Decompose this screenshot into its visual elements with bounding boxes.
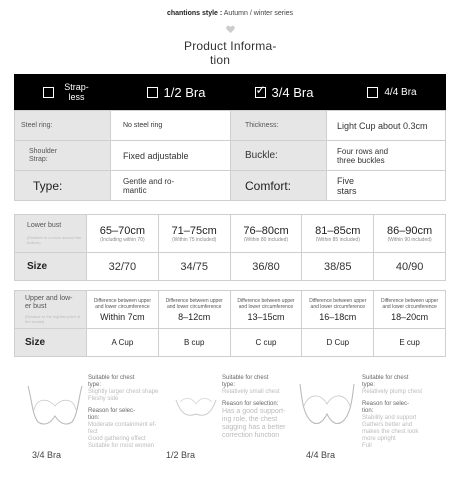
- band-size: 38/85: [302, 253, 374, 281]
- title-line-2: tion: [210, 53, 231, 67]
- cup-size: E cup: [374, 329, 446, 357]
- heart-icon: [226, 25, 235, 34]
- reason-heading: Reason for selec- tion:: [362, 401, 410, 414]
- suitable-heading: Suitable for chest type:: [362, 375, 409, 388]
- diff-value: 8–12cm: [178, 311, 211, 322]
- spec-label: Comfort:: [231, 171, 327, 201]
- band-size: 40/90: [374, 253, 446, 281]
- spec-value: Fixed adjustable: [111, 141, 231, 171]
- diff-value: 18–20cm: [391, 311, 429, 322]
- cup-diff-cell: [87, 291, 159, 329]
- spec-value: Gentle and ro- mantic: [111, 171, 231, 201]
- lower-bust-cell: [302, 215, 374, 253]
- cup-size: B cup: [158, 329, 230, 357]
- cup-diff-cell: [230, 291, 302, 329]
- bra-description: [362, 375, 422, 450]
- cup-diff-cell: [158, 291, 230, 329]
- bust-range-note: (Within 75 included): [172, 236, 217, 243]
- bust-range: 71–75cm: [171, 224, 217, 237]
- suitable-heading: Suitable for chest type:: [88, 375, 135, 388]
- option-half-bra[interactable]: [122, 85, 230, 100]
- option-three-quarter-bra[interactable]: [230, 85, 338, 100]
- suitable-text: Slightly larger chest shape Fleshy side: [88, 389, 159, 402]
- lower-bust-cell: [230, 215, 302, 253]
- option-label: 1/2 Bra: [163, 84, 206, 100]
- brand-line: [0, 10, 460, 17]
- cup-diff-cell: [374, 291, 446, 329]
- title-line-1: Product Informa-: [184, 39, 277, 53]
- suitable-text: Relatively small chest: [222, 389, 280, 395]
- lower-bust-cell: [158, 215, 230, 253]
- lower-bust-note: (Relative to a circle around the bottom): [27, 235, 82, 245]
- spec-row: [15, 111, 446, 141]
- bust-range: 76–80cm: [243, 224, 289, 237]
- spec-label: Shoulder Strap:: [15, 141, 111, 171]
- cup-header: [15, 291, 87, 329]
- reason-heading: Reason for selec- tion:: [88, 408, 136, 421]
- checkbox-icon[interactable]: [367, 87, 378, 98]
- half-bra-illustration: [172, 380, 220, 426]
- cup-size: C cup: [230, 329, 302, 357]
- bra-type-label: 1/2 Bra: [166, 450, 196, 460]
- checked-checkbox-icon[interactable]: [255, 87, 266, 98]
- checkbox-icon[interactable]: [147, 87, 158, 98]
- spec-label: Thickness:: [231, 111, 327, 141]
- diff-value: Within 7cm: [100, 311, 145, 322]
- lower-bust-cell: [87, 215, 159, 253]
- reason-text: Moderate containment ef- fect Good gathering effect Suitable for most women: [88, 422, 157, 449]
- cup-size: D Cup: [302, 329, 374, 357]
- band-size-row: [15, 253, 446, 281]
- checkbox-icon[interactable]: [43, 87, 54, 98]
- bust-range-note: (Within 80 included): [243, 236, 289, 243]
- bust-range-note: (Including within 70): [100, 236, 145, 243]
- bust-range: 86–90cm: [386, 224, 433, 237]
- cup-size-row: [15, 329, 446, 357]
- option-strapless-label: Strap- less: [64, 82, 89, 102]
- band-size: 34/75: [158, 253, 230, 281]
- option-full-bra[interactable]: [338, 87, 446, 98]
- diff-value: 16–18cm: [319, 311, 357, 322]
- spec-value: Light Cup about 0.3cm: [327, 111, 446, 141]
- suitable-heading: Suitable for chest type:: [222, 375, 269, 388]
- reason-text: Has a good support- ing role, the chest sagging has a better correction function: [222, 408, 286, 439]
- option-label: 4/4 Bra: [384, 86, 417, 98]
- three-quarter-bra-illustration: [24, 380, 86, 430]
- bra-description: [222, 375, 285, 440]
- spec-row: [15, 141, 446, 171]
- bust-range-note: (Within 85 included): [315, 236, 360, 243]
- lower-bust-row: [15, 215, 446, 253]
- diff-label: Difference between upper and lower circumference: [381, 297, 439, 310]
- cup-header-label: Upper and low- er bust: [25, 295, 73, 310]
- lower-bust-table: [14, 214, 446, 281]
- spec-row: [15, 171, 446, 201]
- full-bra-illustration: [296, 380, 358, 430]
- spec-value: No steel ring: [111, 111, 231, 141]
- option-strapless[interactable]: [14, 82, 122, 102]
- diff-label: Difference between upper and lower circumference: [309, 297, 367, 310]
- spec-value: Four rows and three buckles: [327, 141, 446, 171]
- style-selector-bar: [14, 74, 446, 110]
- band-size: 36/80: [230, 253, 302, 281]
- bra-description: [88, 375, 158, 450]
- spec-label: Steel ring:: [15, 111, 111, 141]
- brand-name: chantions style :: [166, 10, 223, 17]
- bust-range: 65–70cm: [99, 224, 146, 237]
- diff-label: Difference between upper and lower circumference: [237, 297, 295, 310]
- bust-range: 81–85cm: [315, 224, 361, 237]
- lower-bust-header-label: Lower bust: [27, 222, 62, 229]
- diff-value: 13–15cm: [247, 311, 285, 322]
- cup-diff-row: [15, 291, 446, 329]
- bra-type-label: 4/4 Bra: [306, 450, 336, 460]
- cup-size: A Cup: [87, 329, 159, 357]
- bra-type-label: 3/4 Bra: [32, 450, 62, 460]
- lower-bust-header: [15, 215, 87, 253]
- specs-table: [14, 110, 446, 201]
- size-label: Size: [15, 253, 87, 281]
- size-label: Size: [15, 329, 87, 357]
- reason-heading: Reason for selection:: [222, 401, 279, 407]
- page-title: [184, 39, 277, 67]
- diff-label: Difference between upper and lower circumference: [93, 297, 151, 310]
- cup-diff-cell: [302, 291, 374, 329]
- spec-value: Five stars: [327, 171, 446, 201]
- spec-label: Type:: [15, 171, 111, 201]
- cup-note: (Relative to the highest point of the breast): [25, 314, 81, 324]
- band-size: 32/70: [87, 253, 159, 281]
- reason-text: Stability and support Gathers better and makes the chest look more upright Full: [362, 415, 419, 449]
- diff-label: Difference between upper and lower circumference: [165, 297, 223, 310]
- option-label: 3/4 Bra: [271, 84, 314, 100]
- bust-range-note: (Within 90 included): [387, 236, 432, 243]
- lower-bust-cell: [374, 215, 446, 253]
- spec-label: Buckle:: [231, 141, 327, 171]
- series-name: Autumn / winter series: [223, 10, 294, 17]
- cup-size-table: [14, 290, 446, 357]
- suitable-text: Relatively plump chest: [362, 389, 423, 395]
